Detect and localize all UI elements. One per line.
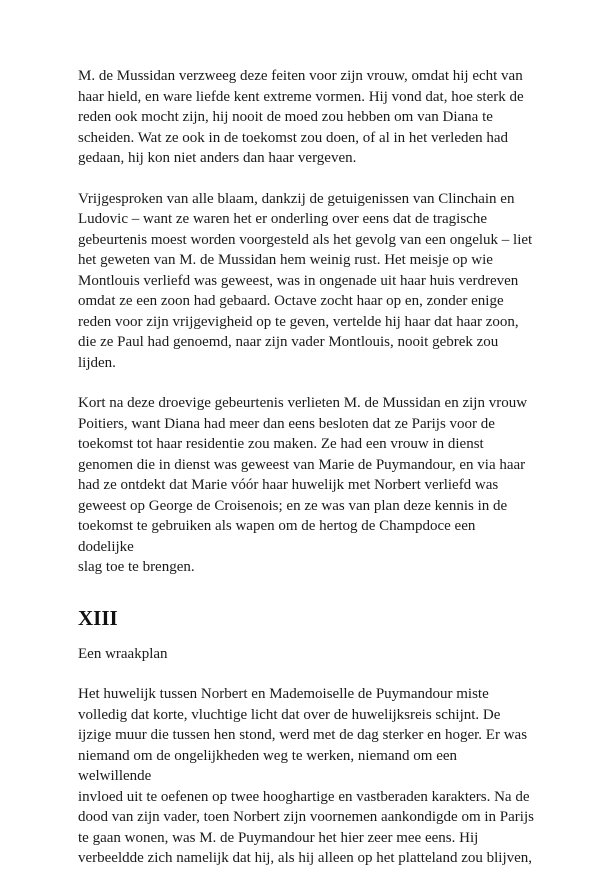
chapter-number: XIII bbox=[78, 605, 118, 630]
chapter-title: Een wraakplan bbox=[78, 645, 168, 662]
paragraph-3: Kort na deze droevige gebeurtenis verlieten M. de Mussidan en zijn vrouw Poitiers, want Diana had meer dan eens besloten dat ze Parijs voor de toekomst tot haar residentie zou maken. Ze had een vrouw in dienst genomen die in dienst was geweest van Marie de Puymandour, en via haar had ze ontdekt dat Marie vóór haar huwelijk met Norbert verliefd was geweest op George de Croisenois; en ze was van plan deze kennis in de toekomst te gebruiken als wapen om de hertog de Champdoce een dodelijke slag toe te brengen. bbox=[78, 395, 528, 575]
paragraph-4: Het huwelijk tussen Norbert en Mademoiselle de Puymandour miste volledig dat korte, vluchtige licht dat over de huwelijksreis schijnt. De ijzige muur die tussen hen stond, werd met de dag sterker en hoger. Er was niemand om de ongelijkheden weg te werken, niemand om een welwillende invloed uit te oefenen op twee hooghartige en vastberaden karakters. Na de dood van zijn vader, toen Norbert zijn voornemen aankondigde om in Parijs te gaan wonen, was M. de Puymandour het hier zeer mee eens. Hij verbeeldde zich namelijk dat hij, als hij alleen op het platteland zou blijven, bbox=[78, 686, 534, 866]
paragraph-1: M. de Mussidan verzweeg deze feiten voor zijn vrouw, omdat hij echt van haar hield, en ware liefde kent extreme vormen. Hij vond dat, hoe sterk de reden ook mocht zijn, hij nooit de moed zou hebben om van Diana te scheiden. Wat ze ook in de toekomst zou doen, of al in het verleden had gedaan, hij kon niet anders dan haar vergeven. bbox=[78, 68, 524, 166]
book-page bbox=[78, 66, 534, 889]
paragraph-2: Vrijgesproken van alle blaam, dankzij de getuigenissen van Clinchain en Ludovic – want ze waren het er onderling over eens dat de tragische gebeurtenis moest worden voorgesteld als het gevolg van een ongeluk – liet het geweten van M. de Mussidan hem weinig rust. Het meisje op wie Montlouis verliefd was geweest, was in ongenade uit haar huis verdreven omdat ze een zoon had gebaard. Octave zocht haar op en, zonder enige reden voor zijn vrijgevigheid op te geven, vertelde hij haar dat haar zoon, die ze Paul had genoemd, naar zijn vader Montlouis, nooit gebrek zou lijden. bbox=[78, 190, 533, 371]
